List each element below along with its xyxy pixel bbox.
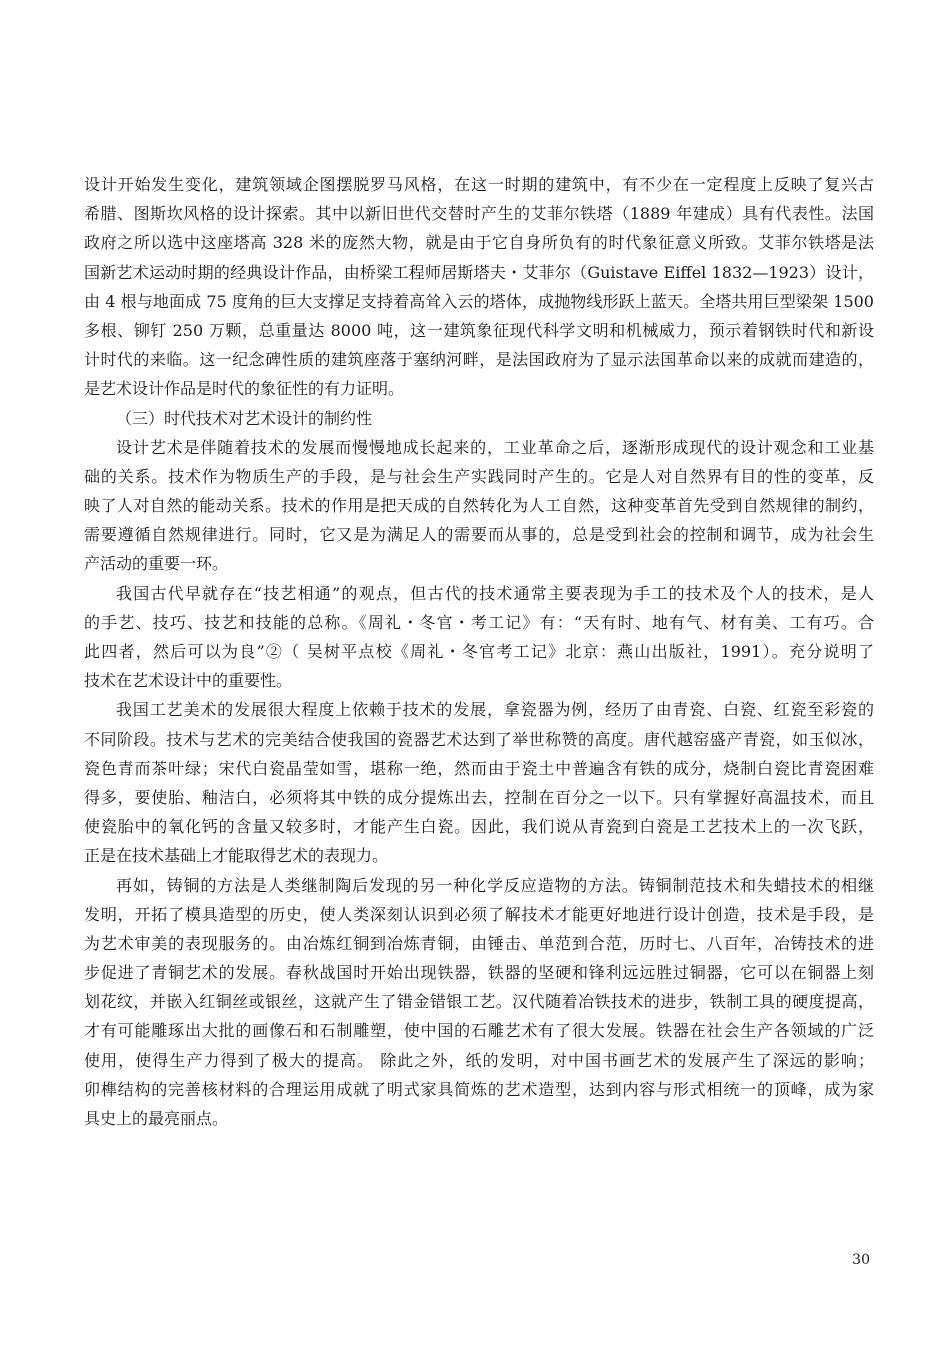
text-line: 具史上的最亮丽点。 — [84, 1109, 229, 1128]
text-line: 国新艺术运动时期的经典设计作品，由桥梁工程师居斯塔夫・艾菲尔（Guistave Eiffel 1832—1923）设计， — [84, 262, 874, 282]
text-line: 卯榫结构的完善核材料的合理运用成就了明式家具简炼的艺术造型，达到内容与形式相统一的顶峰，成为家 — [84, 1079, 874, 1099]
text-line: 瓷色青而茶叶绿；宋代白瓷晶莹如雪，堪称一绝，然而由于瓷土中普遍含有铁的成分，烧制白瓷比青瓷困难 — [84, 758, 874, 778]
text-line: 再如，铸铜的方法是人类继制陶后发现的另一种化学反应造物的方法。铸铜制范技术和失蜡技术的相继 — [116, 875, 874, 895]
text-line: 是艺术设计作品是时代的象征性的有力证明。 — [84, 379, 405, 399]
text-line: 技术在艺术设计中的重要性。 — [84, 671, 293, 691]
page-body — [84, 170, 874, 1133]
text-line: 希腊、图斯坎风格的设计探索。其中以新旧世代交替时产生的艾菲尔铁塔（1889 年建成）具有代表性。法国 — [84, 204, 874, 224]
text-line: 发明，开拓了模具造型的历史，使人类深刻认识到必须了解技术才能更好地进行设计创造，技术是手段，是 — [84, 904, 874, 924]
paragraph-p3 — [84, 579, 874, 696]
text-line: 由 4 根与地面成 75 度角的巨大支撑足支持着高耸入云的塔体，成抛物线形跃上蓝天。全塔共用巨型梁架 1500 — [84, 291, 874, 311]
text-line: 不同阶段。技术与艺术的完美结合使我国的瓷器艺术达到了举世称赞的高度。唐代越窑盛产青瓷，如玉似冰， — [84, 729, 874, 749]
text-line: 计时代的来临。这一纪念碑性质的建筑座落于塞纳河畔，是法国政府为了显示法国革命以来的成就而建造的， — [84, 350, 874, 370]
paragraph-p5 — [84, 871, 874, 1134]
text-line: 划花纹，并嵌入红铜丝或银丝，这就产生了错金错银工艺。汉代随着冶铁技术的进步，铁制工具的硬度提高， — [84, 992, 874, 1012]
paragraph-p1 — [84, 170, 874, 404]
text-line: 使瓷胎中的氧化钙的含量又较多时，才能产生白瓷。因此，我们说从青瓷到白瓷是工艺技术上的一次飞跃， — [84, 817, 874, 837]
page-number: 30 — [852, 1252, 870, 1268]
text-line: 正是在技术基础上才能取得艺术的表现力。 — [84, 846, 389, 866]
text-line: 此四者，然后可以为良”②（ 吴树平点校《周礼・冬官考工记》北京：燕山出版社，1991）。充分说明了 — [84, 642, 874, 661]
text-line: 多根、铆钉 250 万颗，总重量达 8000 吨，这一建筑象征现代科学文明和机械威力，预示着钢铁时代和新设 — [84, 320, 874, 340]
section-heading: （三）时代技术对艺术设计的制约性 — [116, 408, 373, 428]
text-line: 需要遵循自然规律进行。同时，它又是为满足人的需要而从事的，总是受到社会的控制和调节，成为社会生 — [84, 525, 874, 545]
paragraph-p4 — [84, 695, 874, 870]
text-line: 础的关系。技术作为物质生产的手段，是与社会生产实践同时产生的。它是人对自然界有目的性的变革，反 — [84, 466, 874, 486]
text-line: 使用，使得生产力得到了极大的提高。 除此之外，纸的发明，对中国书画艺术的发展产生了深远的影响； — [84, 1050, 874, 1070]
text-line: 设计艺术是伴随着技术的发展而慢慢地成长起来的，工业革命之后，逐渐形成现代的设计观念和工业基 — [116, 437, 874, 457]
text-line: 映了人对自然的能动关系。技术的作用是把天成的自然转化为人工自然，这种变革首先受到自然规律的制约， — [84, 496, 874, 516]
text-line: 才有可能雕琢出大批的画像石和石制雕塑，使中国的石雕艺术有了很大发展。铁器在社会生产各领域的广泛 — [84, 1021, 874, 1041]
text-line: 我国工艺美术的发展很大程度上依赖于技术的发展，拿瓷器为例，经历了由青瓷、白瓷、红瓷至彩瓷的 — [116, 700, 874, 720]
text-line: 政府之所以选中这座塔高 328 米的庞然大物，就是由于它自身所负有的时代象征意义所致。艾菲尔铁塔是法 — [84, 233, 874, 253]
text-line: 设计开始发生变化，建筑领域企图摆脱罗马风格，在这一时期的建筑中，有不少在一定程度上反映了复兴古 — [84, 175, 874, 194]
text-line: 我国古代早就存在“技艺相通”的观点，但古代的技术通常主要表现为手工的技术及个人的技术，是人 — [116, 583, 874, 603]
text-line: 得多，要使胎、釉洁白，必须将其中铁的成分提炼出去，控制在百分之一以下。只有掌握好高温技术，而且 — [84, 787, 874, 807]
paragraph-p2 — [84, 433, 874, 579]
text-line: 产活动的重要一环。 — [84, 554, 229, 574]
text-line: 为艺术审美的表现服务的。由冶炼红铜到冶炼青铜，由锤击、单范到合范，历时七、八百年，冶铸技术的进 — [84, 933, 874, 953]
text-line: 的手艺、技巧、技艺和技能的总称。《周礼・冬官・考工记》有：“天有时、地有气、材有美、工有巧。合 — [84, 612, 874, 632]
text-line: 步促进了青铜艺术的发展。春秋战国时开始出现铁器，铁器的坚硬和锋利远远胜过铜器，它可以在铜器上刻 — [84, 963, 874, 983]
